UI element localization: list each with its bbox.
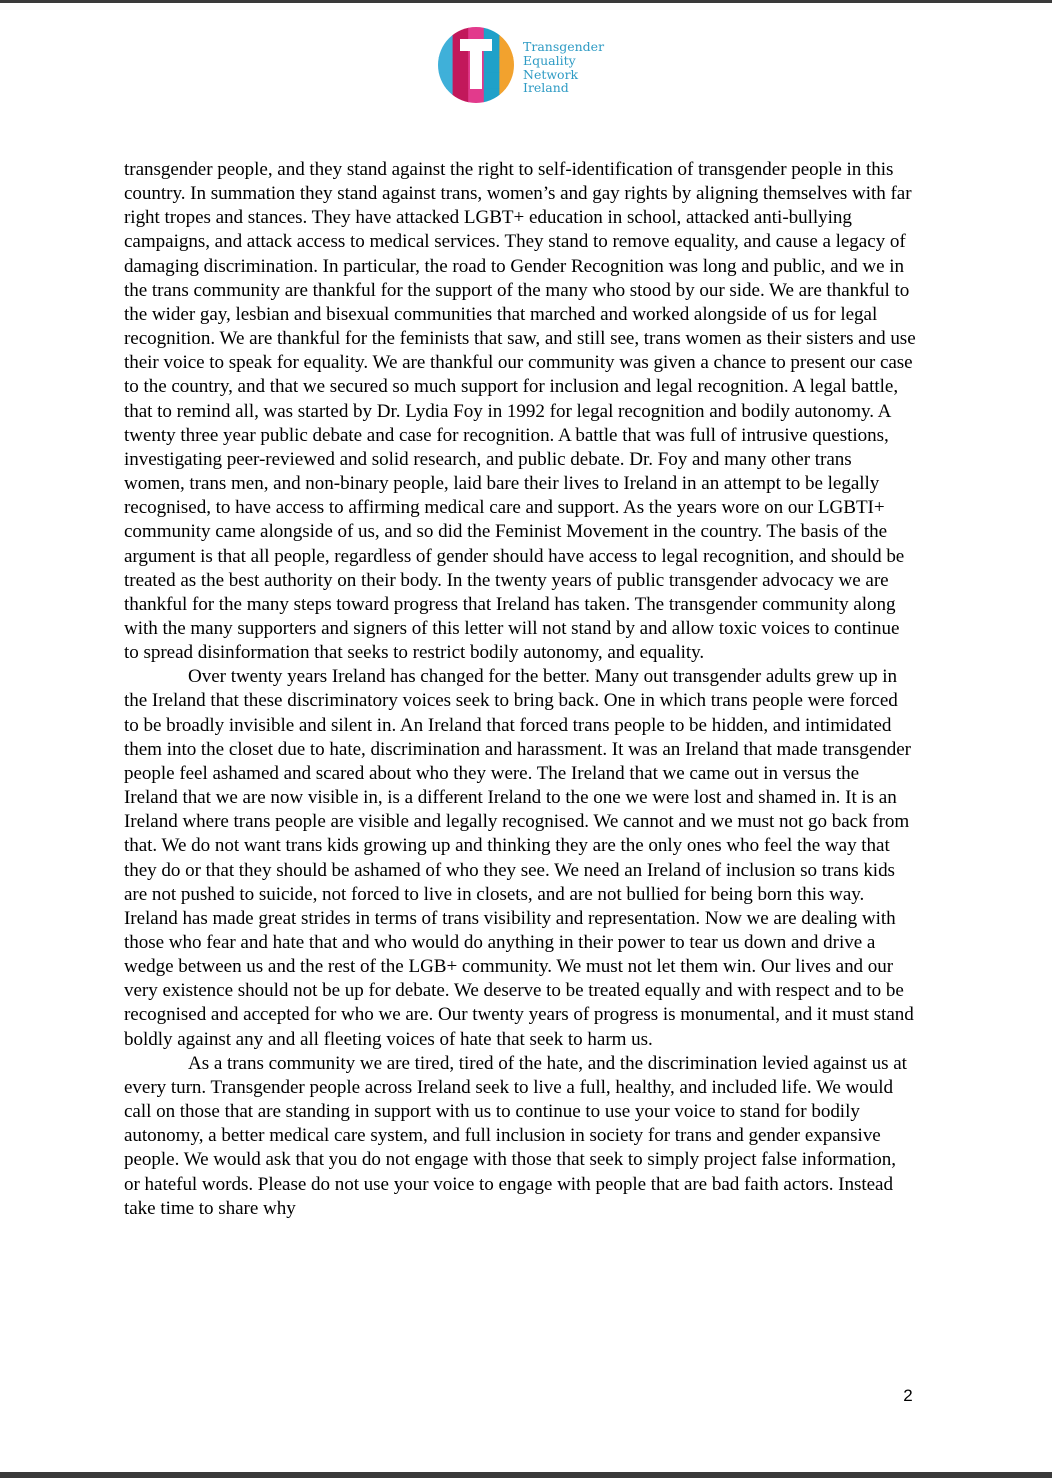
top-border [0, 0, 1052, 3]
logo-line-2: Equality [523, 52, 576, 68]
logo-tile [453, 88, 469, 104]
paragraph-2: Over twenty years Ireland has changed for the better. Many out transgender adults grew up in the Ireland that these discriminatory voices seek to bring back. One in which trans people were forced to be broadly invisible and silent in. An Ireland that forced trans people to be hidden, and intimidated them into the closet due to hate, discrimination and harassment. It was an Ireland that made transgender people feel ashamed and scared about who they were. The Ireland that we came out in versus the Ireland that we are now visible in, is a different Ireland to the one we were lost and shamed in. It is an Ireland where trans people are visible and legally recognised. We cannot and we must not go back from that. We do not want trans kids growing up and thinking they are the only ones who feel the way that they do or that they should be ashamed of who they see. We need an Ireland of inclusion so trans kids are not pushed to suicide, not forced to live in closets, and are not bullied for being born this way. Ireland has made great strides in terms of trans visibility and representation. Now we are dealing with those who fear and hate that and who would do anything in their power to tear us down and drive a wedge between us and the rest of the LGB+ community. We must not let them win. Our lives and our very existence should not be up for debate. We deserve to be treated equally and with respect and to be recognised and accepted for who we are. Our twenty years of progress is monumental, and it must stand boldly against any and all fleeting voices of hate that seek to harm us. [124, 666, 914, 1050]
logo-line-1: Transgender [523, 39, 605, 54]
paragraph-3: As a trans community we are tired, tired of the hate, and the discrimination levied against us at every turn. Transgender people across Ireland seek to live a full, healthy, and included life. We would call on those that are standing in support with us to continue to use your voice to stand for bodily autonomy, a better medical care system, and full inclusion in society for trans and gender expansive people. We would ask that you do not engage with those that seek to simply project false information, or hateful words. Please do not use your voice to engage with people that are bad faith actors. Instead take time to share why [124, 1052, 907, 1219]
logo-tile [437, 42, 453, 58]
logo-tile [484, 88, 500, 104]
header-logo [437, 26, 627, 108]
logo-tile [437, 26, 453, 42]
logo-tile [499, 73, 515, 89]
bottom-border [0, 1472, 1052, 1478]
logo-tile [484, 57, 500, 73]
logo-line-4: Ireland [523, 80, 569, 96]
logo-tile [437, 57, 453, 73]
page-number: 2 [903, 1386, 913, 1405]
logo-tile [499, 57, 515, 73]
logo-tile [499, 88, 515, 104]
logo-cross-stem [470, 39, 482, 89]
logo-tile [437, 88, 453, 104]
logo-tile [484, 73, 500, 89]
logo-tile [499, 42, 515, 58]
logo-line-3: Network [523, 66, 579, 82]
paragraph-1: transgender people, and they stand against the right to self-identification of transgender people in this country. In summation they stand against trans, women’s and gay rights by aligning themselves with far right tropes and stances. They have attacked LGBT+ education in school, attacked anti-bullying campaigns, and attack access to medical services. They stand to remove equality, and cause a legacy of damaging discrimination. In particular, the road to Gender Recognition was long and public, and we in the trans community are thankful for the support of the many who stood by our side. We are thankful to the wider gay, lesbian and bisexual communities that marched and worked alongside of us for legal recognition. We are thankful for the feminists that saw, and still see, trans women as their sisters and use their voice to speak for equality. We are thankful our community was given a chance to present our case to the country, and that we secured so much support for inclusion and legal recognition. A legal battle, that to remind all, was started by Dr. Lydia Foy in 1992 for legal recognition and bodily autonomy. A twenty three year public debate and case for recognition. A battle that was full of intrusive questions, investigating peer-reviewed and solid research, and public debate. Dr. Foy and many other trans women, trans men, and non-binary people, laid bare their lives to Ireland in an attempt to be legally recognised, to have access to affirming medical care and support. As the years wore on our LGBTI+ community came alongside of us, and so did the Feminist Movement in the country. The basis of the argument is that all people, regardless of gender should have access to legal recognition, and should be treated as the best authority on their body. In the twenty years of public transgender advocacy we are thankful for the many steps toward progress that Ireland has taken. The transgender community along with the many supporters and signers of this letter will not stand by and allow toxic voices to continue to spread disinformation that seeks to restrict bodily autonomy, and equality. [124, 159, 916, 664]
letter-body [124, 158, 916, 1221]
logo-tile [453, 57, 469, 73]
logo-tile [437, 73, 453, 89]
teni-logo-icon [437, 26, 515, 104]
logo-tile [499, 26, 515, 42]
logo-wordmark [523, 40, 604, 95]
logo-tile [468, 88, 484, 104]
logo-tile [453, 73, 469, 89]
